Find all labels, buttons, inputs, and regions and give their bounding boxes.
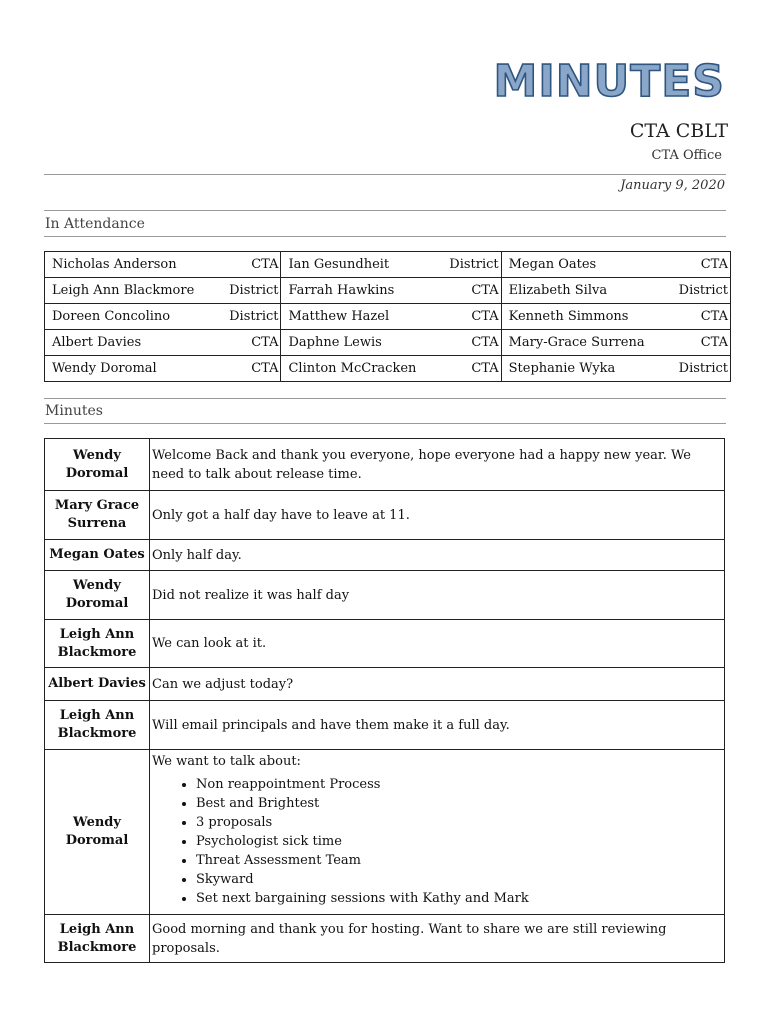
minutes-logo: MINUTES	[493, 56, 725, 107]
attendee-name: Stephanie Wyka	[501, 356, 667, 382]
speaker-name: Wendy Doromal	[45, 750, 150, 915]
organization-title: CTA CBLT	[629, 120, 728, 142]
attendee-name: Elizabeth Silva	[501, 278, 667, 304]
speaker-name: Wendy Doromal	[45, 571, 150, 620]
speaker-name: Wendy Doromal	[45, 439, 150, 491]
attendee-role: CTA	[217, 330, 281, 356]
attendee-role: District	[667, 278, 731, 304]
minutes-text: Good morning and thank you for hosting. Want to share we are still reviewing proposals.	[152, 921, 667, 956]
minutes-text: Can we adjust today?	[152, 676, 294, 692]
meeting-location: CTA Office	[651, 148, 722, 163]
attendance-row	[45, 252, 731, 278]
attendee-role: CTA	[217, 252, 281, 278]
minutes-row	[45, 540, 725, 571]
minutes-text: Only half day.	[152, 547, 242, 563]
minutes-text: Will email principals and have them make it a full day.	[152, 717, 510, 733]
minutes-table	[44, 438, 725, 963]
attendee-name: Megan Oates	[501, 252, 667, 278]
attendee-role: CTA	[667, 252, 731, 278]
agenda-item: • Set next bargaining sessions with Kathy and Mark	[196, 889, 723, 908]
attendee-role: District	[438, 252, 502, 278]
attendance-row	[45, 330, 731, 356]
attendee-role: CTA	[667, 330, 731, 356]
attendee-role: District	[217, 304, 281, 330]
speaker-name: Mary Grace Surrena	[45, 491, 150, 540]
minutes-row	[45, 620, 725, 668]
attendee-role: CTA	[438, 330, 502, 356]
agenda-item: • Psychologist sick time	[196, 832, 723, 851]
attendance-row	[45, 304, 731, 330]
attendee-name: Leigh Ann Blackmore	[45, 278, 218, 304]
attendee-role: CTA	[217, 356, 281, 382]
meeting-date: January 9, 2020	[620, 178, 725, 193]
speaker-name: Leigh Ann Blackmore	[45, 915, 150, 963]
divider	[44, 398, 726, 399]
attendee-role: CTA	[438, 278, 502, 304]
minutes-text-cell	[150, 571, 725, 620]
agenda-item: • Non reappointment Process	[196, 775, 723, 794]
minutes-text: Did not realize it was half day	[152, 587, 350, 603]
divider	[44, 174, 726, 175]
minutes-text: Only got a half day have to leave at 11.	[152, 507, 410, 523]
attendee-name: Daphne Lewis	[281, 330, 438, 356]
agenda-item: • Best and Brightest	[196, 794, 723, 813]
agenda-item: • Threat Assessment Team	[196, 851, 723, 870]
minutes-row	[45, 571, 725, 620]
attendee-name: Albert Davies	[45, 330, 218, 356]
divider	[44, 236, 726, 237]
minutes-row	[45, 491, 725, 540]
minutes-text-cell	[150, 540, 725, 571]
agenda-list	[152, 775, 723, 908]
attendee-name: Ian Gesundheit	[281, 252, 438, 278]
agenda-item: • Skyward	[196, 870, 723, 889]
attendance-table	[44, 251, 731, 382]
speaker-name: Albert Davies	[45, 668, 150, 701]
minutes-text: We can look at it.	[152, 636, 267, 651]
divider	[44, 210, 726, 211]
speaker-name: Megan Oates	[45, 540, 150, 571]
attendee-name: Wendy Doromal	[45, 356, 218, 382]
minutes-text-cell	[150, 620, 725, 668]
attendee-name: Matthew Hazel	[281, 304, 438, 330]
attendee-role: CTA	[667, 304, 731, 330]
minutes-text-cell	[150, 439, 725, 491]
attendee-name: Doreen Concolino	[45, 304, 218, 330]
agenda-item: • 3 proposals	[196, 813, 723, 832]
attendance-row	[45, 356, 731, 382]
minutes-row	[45, 439, 725, 491]
divider	[44, 423, 726, 424]
speaker-name: Leigh Ann Blackmore	[45, 620, 150, 668]
minutes-text: We want to talk about:	[152, 754, 301, 769]
minutes-row	[45, 915, 725, 963]
attendee-name: Farrah Hawkins	[281, 278, 438, 304]
attendee-role: District	[667, 356, 731, 382]
minutes-text-cell	[150, 491, 725, 540]
minutes-text-cell	[150, 701, 725, 750]
attendee-name: Kenneth Simmons	[501, 304, 667, 330]
attendee-name: Mary-Grace Surrena	[501, 330, 667, 356]
minutes-text-cell	[150, 668, 725, 701]
attendee-role: District	[217, 278, 281, 304]
minutes-heading: Minutes	[45, 403, 103, 419]
attendee-role: CTA	[438, 356, 502, 382]
minutes-row	[45, 750, 725, 915]
minutes-text-cell	[150, 915, 725, 963]
attendee-name: Clinton McCracken	[281, 356, 438, 382]
minutes-row	[45, 668, 725, 701]
minutes-text: Welcome Back and thank you everyone, hope everyone had a happy new year. We need to talk about release time.	[152, 447, 691, 482]
minutes-row	[45, 701, 725, 750]
attendee-name: Nicholas Anderson	[45, 252, 218, 278]
attendance-row	[45, 278, 731, 304]
minutes-text-cell	[150, 750, 725, 915]
attendee-role: CTA	[438, 304, 502, 330]
speaker-name: Leigh Ann Blackmore	[45, 701, 150, 750]
attendance-heading: In Attendance	[45, 216, 145, 232]
